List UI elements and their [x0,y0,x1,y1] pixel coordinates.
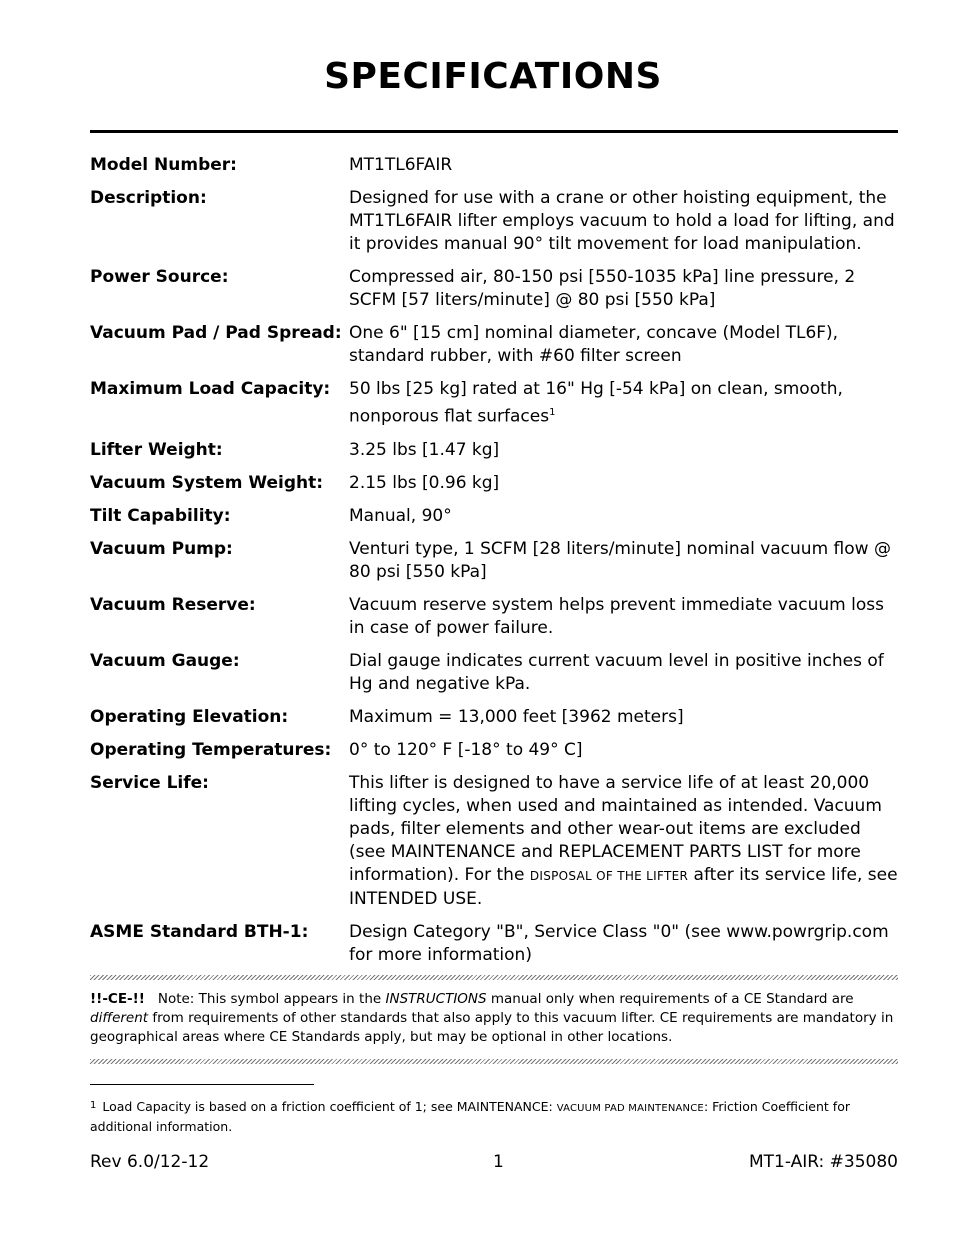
spec-value [349,378,898,429]
spec-label: Vacuum Pump: [90,538,233,559]
spec-label: Vacuum Pad / Pad Spread: [90,323,342,343]
footnote-reference: 1 [549,407,556,418]
ce-note-italic: different [90,1010,149,1026]
spec-value: MT1TL6FAIR [349,155,453,175]
spec-value: Design Category "B", Service Class "0" (see www.powrgrip.com for more information) [349,921,889,965]
spec-value: 2.15 lbs [0.96 kg] [349,472,500,493]
spec-row-vacuum-pad [90,322,898,368]
document-id: MT1-AIR: #35080 [748,1152,898,1172]
spec-value-text: after its service life, see INTENDED USE. [349,864,898,909]
spec-value-text: This lifter is designed to have a service life of at least 20,000 lifting cycles, when used and maintained as intended. Vacuum pads, filter elements and other wear-out items are excluded (see MAINTENANCE and REPLACEMENT PARTS LIST for more information). For the [349,772,882,885]
spec-value: One 6" [15 cm] nominal diameter, concave (Model TL6F), standard rubber, with #60 filter screen [349,323,839,366]
page-footer [90,1151,898,1175]
spec-label: Power Source: [90,267,229,287]
spec-value: Maximum = 13,000 feet [3962 meters] [349,706,684,727]
spec-value: 3.25 lbs [1.47 kg] [349,439,500,460]
spec-label: Vacuum Gauge: [90,650,240,671]
spec-label: Maximum Load Capacity: [90,379,331,399]
spec-row-power-source [90,266,898,312]
spec-value: Designed for use with a crane or other hoisting equipment, the MT1TL6FAIR lifter employs vacuum to hold a load for lifting, and it provides manual 90° tilt movement for load manipulation. [349,188,895,254]
spec-row-description [90,187,898,256]
spec-label: Description: [90,188,207,208]
spec-row-service-life [90,772,898,911]
specifications-table [90,154,898,977]
spec-label: Vacuum Reserve: [90,594,256,615]
spec-label: Tilt Capability: [90,505,231,526]
ce-note-italic: INSTRUCTIONS [385,991,487,1007]
spec-label: ASME Standard BTH-1: [90,921,309,942]
spec-row-maximum-load-capacity [90,378,898,429]
spec-row-operating-temperatures [90,739,898,762]
title-divider [90,130,898,133]
spec-value: Manual, 90° [349,505,452,526]
spec-label: Service Life: [90,772,209,793]
footnote-smallcaps: VACUUM PAD MAINTENANCE [556,1103,704,1114]
ce-note-text: Note: This symbol appears in the [157,991,386,1007]
spec-value: Venturi type, 1 SCFM [28 liters/minute] nominal vacuum flow @ 80 psi [550 kPa] [349,538,891,582]
revision-label: Rev 6.0/12-12 [90,1152,210,1172]
spec-value: Vacuum reserve system helps prevent immediate vacuum loss in case of power failure. [349,594,884,638]
spec-row-vacuum-pump [90,538,898,584]
spec-value: Compressed air, 80-150 psi [550-1035 kPa] line pressure, 2 SCFM [57 liters/minute] @ 80 psi [550 kPa] [349,267,856,310]
spec-label: Lifter Weight: [90,439,223,460]
spec-label: Vacuum System Weight: [90,472,324,493]
spec-value [349,772,898,911]
spec-row-vacuum-gauge [90,650,898,696]
spec-label: Model Number: [90,155,237,175]
footnote-text: : Friction Coefficient for additional information. [90,1099,850,1134]
spec-row-vacuum-reserve [90,594,898,640]
ce-marker: !!-CE-!! [90,991,145,1007]
spec-row-lifter-weight [90,439,898,462]
spec-label: Operating Elevation: [90,706,289,727]
ce-note-text: manual only when requirements of a CE Standard are [486,991,854,1007]
footnote [90,1098,890,1136]
spec-row-operating-elevation [90,706,898,729]
spec-label: Operating Temperatures: [90,739,332,760]
footnote-number: 1 [90,1100,97,1111]
spec-row-vacuum-system-weight [90,472,898,495]
spec-value-text: 50 lbs [25 kg] rated at 16" Hg [-54 kPa] on clean, smooth, nonporous flat surfaces [349,379,843,427]
page-title: SPECIFICATIONS [324,56,662,97]
footnote-text: Load Capacity is based on a friction coefficient of 1; see MAINTENANCE: [102,1099,557,1114]
footnote-divider [90,1084,314,1085]
hatched-divider-bottom [90,1059,898,1064]
ce-note [90,990,900,1047]
spec-value: 0° to 120° F [-18° to 49° C] [349,739,583,760]
page-number: 1 [493,1152,504,1172]
spec-row-model-number [90,154,898,177]
spec-row-asme-standard [90,921,898,967]
ce-note-text: from requirements of other standards that also apply to this vacuum lifter. CE requirements are mandatory in geographical areas where CE Standards apply, but may be optional in other locations. [90,1010,894,1045]
spec-row-tilt-capability [90,505,898,528]
spec-value-smallcaps: DISPOSAL OF THE LIFTER [529,868,689,883]
spec-value: Dial gauge indicates current vacuum level in positive inches of Hg and negative kPa. [349,650,884,694]
hatched-divider-top [90,975,898,980]
